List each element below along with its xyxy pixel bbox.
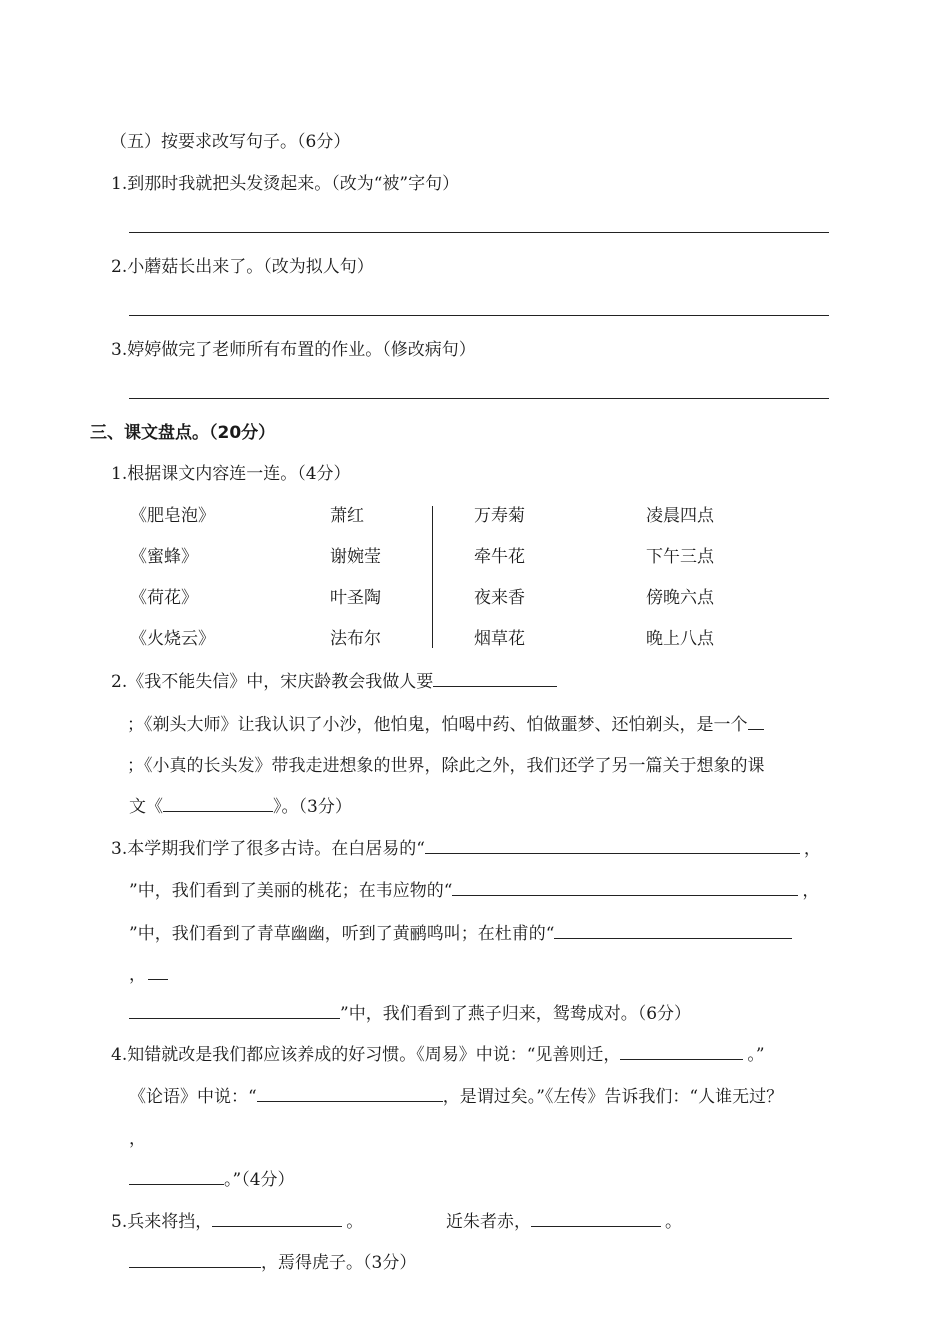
q4-text: 。” (747, 1045, 765, 1065)
q2-line2 (127, 714, 764, 736)
part3-heading: 三、课文盘点。（20分） (90, 423, 276, 443)
q2-line3: ；《小真的长头发》带我走进想象的世界，除此之外，我们还学了另一篇关于想象的课 (127, 756, 765, 776)
q5-text: 。 (346, 1212, 364, 1232)
q3-line5 (129, 1003, 691, 1025)
q2-text: 》。（3分） (273, 797, 352, 817)
q4-line1 (111, 1044, 765, 1066)
q5-line2 (129, 1252, 416, 1274)
q5-text: 近朱者赤， (446, 1212, 531, 1232)
fill-blank[interactable] (554, 923, 792, 939)
q4-text: 《论语》中说：“ (129, 1087, 257, 1107)
list-item[interactable]: 下午三点 (646, 547, 714, 567)
q2-text: 文《 (129, 797, 163, 817)
list-item[interactable]: 萧红 (330, 506, 364, 526)
section5-heading: （五）按要求改写句子。（6分） (110, 132, 351, 152)
q3-text: 3.本学期我们学了很多古诗。在白居易的“ (111, 839, 425, 859)
q2-line4 (129, 796, 352, 818)
fill-blank[interactable] (257, 1086, 443, 1102)
list-item[interactable]: 谢婉莹 (330, 547, 381, 567)
answer-line-2[interactable] (129, 315, 829, 316)
q1-prompt: 1.根据课文内容连一连。（4分） (111, 464, 351, 484)
list-item[interactable]: 《荷花》 (130, 588, 198, 608)
q3-text: ， (129, 965, 146, 985)
q4-text: ，是谓过矣。”《左传》告诉我们：“人谁无过？ (442, 1087, 784, 1107)
list-item[interactable]: 夜来香 (474, 588, 525, 608)
list-item[interactable]: 《火烧云》 (130, 629, 215, 649)
list-item[interactable]: 烟草花 (474, 629, 525, 649)
list-item[interactable]: 法布尔 (330, 629, 381, 649)
list-item[interactable]: 《肥皂泡》 (130, 506, 215, 526)
q2-text: ；《剃头大师》让我认识了小沙，他怕鬼，怕喝中药、怕做噩梦、还怕剃头，是一个 (127, 715, 748, 735)
fill-blank[interactable] (129, 1003, 340, 1019)
q3-line1 (111, 838, 821, 860)
fill-blank[interactable] (748, 714, 764, 730)
q4-line3: ， (129, 1129, 146, 1149)
fill-blank[interactable] (212, 1211, 342, 1227)
q3-text: ”中，我们看到了青草幽幽，听到了黄鹂鸣叫；在杜甫的“ (129, 924, 555, 944)
q3-text: ”中，我们看到了美丽的桃花；在韦应物的“ (129, 881, 453, 901)
q4-line2 (129, 1086, 783, 1108)
answer-line-3[interactable] (129, 398, 829, 399)
q4-text: 4.知错就改是我们都应该养成的好习惯。《周易》中说：“见善则迁， (111, 1045, 621, 1065)
fill-blank[interactable] (620, 1044, 743, 1060)
fill-blank[interactable] (129, 1169, 224, 1185)
list-item[interactable]: 牵牛花 (474, 547, 525, 567)
fill-blank[interactable] (129, 1252, 261, 1268)
fill-blank[interactable] (425, 838, 800, 854)
q5-text: ，焉得虎子。（3分） (261, 1253, 417, 1273)
q3-line3 (129, 923, 792, 945)
fill-blank[interactable] (452, 880, 798, 896)
q2-text: 2.《我不能失信》中，宋庆龄教会我做人要 (111, 672, 434, 692)
answer-line-1[interactable] (129, 232, 829, 233)
q5-line1-right (446, 1211, 682, 1233)
fill-blank[interactable] (163, 796, 273, 812)
fill-blank[interactable] (148, 964, 168, 980)
rewrite-item-2: 2.小蘑菇长出来了。（改为拟人句） (111, 257, 374, 277)
matching-divider (432, 506, 433, 648)
q3-text: ， (803, 839, 821, 859)
fill-blank[interactable] (531, 1211, 661, 1227)
list-item[interactable]: 凌晨四点 (646, 506, 714, 526)
q4-line4 (129, 1169, 295, 1191)
list-item[interactable]: 叶圣陶 (330, 588, 381, 608)
q3-text: ”中，我们看到了燕子归来，鸳鸯成对。（6分） (340, 1004, 692, 1024)
list-item[interactable]: 万寿菊 (474, 506, 525, 526)
q4-text: 。”（4分） (224, 1170, 295, 1190)
fill-blank[interactable] (433, 671, 557, 687)
rewrite-item-3: 3.婷婷做完了老师所有布置的作业。（修改病句） (111, 340, 476, 360)
list-item[interactable]: 《蜜蜂》 (130, 547, 198, 567)
list-item[interactable]: 傍晚六点 (646, 588, 714, 608)
q3-line2 (129, 880, 819, 902)
q3-text: ， (802, 881, 820, 901)
q5-text: 。 (665, 1212, 682, 1232)
q3-line4 (129, 964, 168, 986)
q5-line1 (111, 1211, 363, 1233)
list-item[interactable]: 晚上八点 (646, 629, 714, 649)
rewrite-item-1: 1.到那时我就把头发烫起来。（改为“被”字句） (111, 174, 460, 194)
q5-text: 5.兵来将挡， (111, 1212, 213, 1232)
q2-line1 (111, 671, 557, 693)
